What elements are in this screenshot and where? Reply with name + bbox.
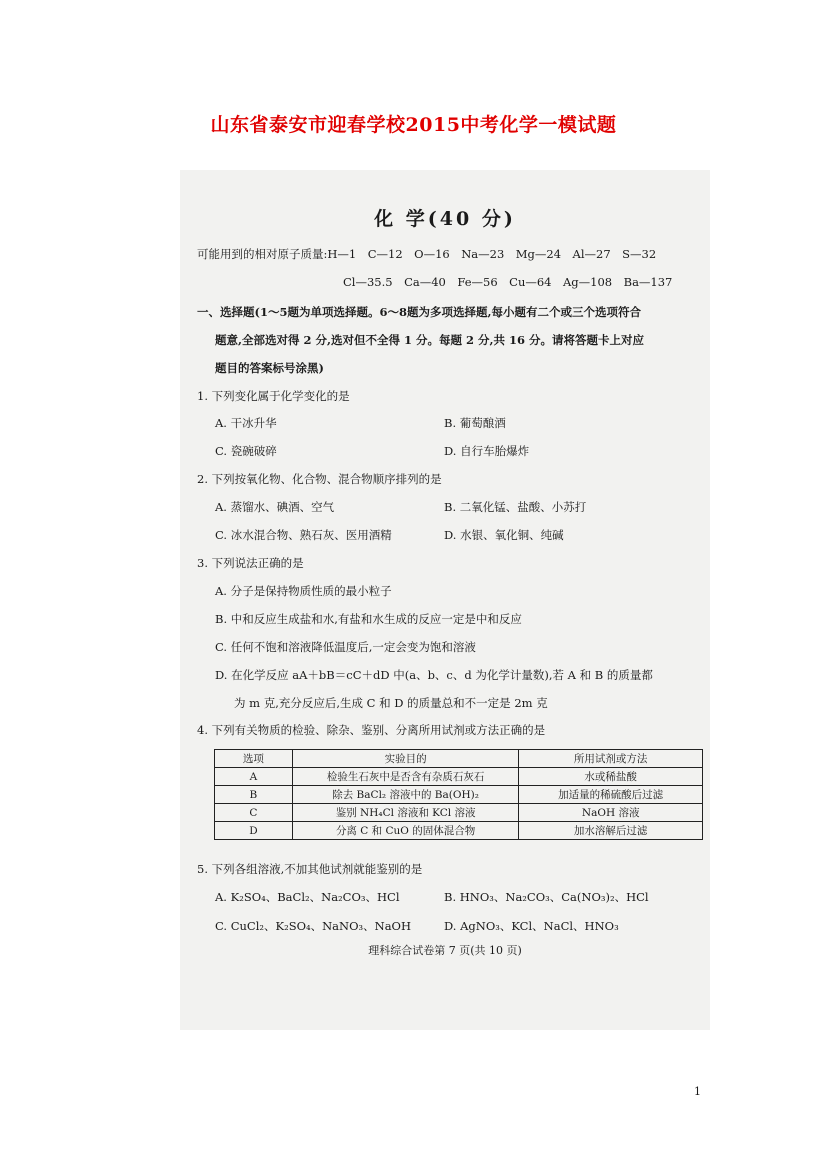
q1-option-b: B. 葡萄酿酒 bbox=[444, 416, 506, 430]
section-title-line-3: 题目的答案标号涂黑) bbox=[215, 361, 324, 375]
q5-option-b: B. HNO₃、Na₂CO₃、Ca(NO₃)₂、HCl bbox=[444, 890, 649, 904]
table-cell: C bbox=[215, 804, 293, 822]
table-row bbox=[215, 804, 703, 822]
q4-table bbox=[214, 749, 703, 840]
q2-option-a: A. 蒸馏水、碘酒、空气 bbox=[215, 500, 335, 514]
table-cell: A bbox=[215, 768, 293, 786]
table-header-cell: 实验目的 bbox=[292, 750, 519, 768]
q5-option-a: A. K₂SO₄、BaCl₂、Na₂CO₃、HCl bbox=[215, 890, 400, 904]
q1-option-c: C. 瓷碗破碎 bbox=[215, 444, 277, 458]
q3-option-b: B. 中和反应生成盐和水,有盐和水生成的反应一定是中和反应 bbox=[215, 612, 522, 626]
q2-option-b: B. 二氧化锰、盐酸、小苏打 bbox=[444, 500, 587, 514]
table-cell: 除去 BaCl₂ 溶液中的 Ba(OH)₂ bbox=[292, 786, 519, 804]
q3-option-c: C. 任何不饱和溶液降低温度后,一定会变为饱和溶液 bbox=[215, 640, 476, 654]
q2-option-c: C. 冰水混合物、熟石灰、医用酒精 bbox=[215, 528, 392, 542]
table-row bbox=[215, 768, 703, 786]
q4-stem: 4. 下列有关物质的检验、除杂、鉴别、分离所用试剂或方法正确的是 bbox=[197, 723, 546, 737]
q1-option-a: A. 干冰升华 bbox=[215, 416, 277, 430]
table-cell: 分离 C 和 CuO 的固体混合物 bbox=[292, 822, 519, 840]
q3-option-a: A. 分子是保持物质性质的最小粒子 bbox=[215, 584, 392, 598]
table-cell: 加适量的稀硫酸后过滤 bbox=[519, 786, 703, 804]
atomic-mass-line-2: Cl—35.5 Ca—40 Fe—56 Cu—64 Ag—108 Ba—137 bbox=[343, 275, 673, 289]
table-cell: 检验生石灰中是否含有杂质石灰石 bbox=[292, 768, 519, 786]
page-number: 1 bbox=[694, 1085, 701, 1098]
table-header-cell: 选项 bbox=[215, 750, 293, 768]
table-header-row bbox=[215, 750, 703, 768]
q3-option-d-line-2: 为 m 克,充分反应后,生成 C 和 D 的质量总和不一定是 2m 克 bbox=[234, 696, 548, 710]
table-cell: 鉴别 NH₄Cl 溶液和 KCl 溶液 bbox=[292, 804, 519, 822]
table-row bbox=[215, 822, 703, 840]
q2-option-d: D. 水银、氧化铜、纯碱 bbox=[444, 528, 564, 542]
q1-stem: 1. 下列变化属于化学变化的是 bbox=[197, 389, 350, 403]
table-cell: 加水溶解后过滤 bbox=[519, 822, 703, 840]
q2-stem: 2. 下列按氧化物、化合物、混合物顺序排列的是 bbox=[197, 472, 442, 486]
q5-option-c: C. CuCl₂、K₂SO₄、NaNO₃、NaOH bbox=[215, 919, 412, 933]
q3-option-d-line-1: D. 在化学反应 aA＋bB＝cC＋dD 中(a、b、c、d 为化学计量数),若 A 和 B 的质量都 bbox=[215, 668, 653, 682]
q3-stem: 3. 下列说法正确的是 bbox=[197, 556, 304, 570]
table-header-cell: 所用试剂或方法 bbox=[519, 750, 703, 768]
section-title-line-2: 题意,全部选对得 2 分,选对但不全得 1 分。每题 2 分,共 16 分。请将答题卡上对应 bbox=[215, 333, 645, 347]
table-cell: NaOH 溶液 bbox=[519, 804, 703, 822]
q5-stem: 5. 下列各组溶液,不加其他试剂就能鉴别的是 bbox=[197, 862, 423, 876]
exam-title: 化 学(40 分) bbox=[374, 208, 516, 230]
section-title-line-1: 一、选择题(1～5题为单项选择题。6～8题为多项选择题,每小题有二个或三个选项符合 bbox=[197, 305, 641, 319]
q5-option-d: D. AgNO₃、KCl、NaCl、HNO₃ bbox=[444, 919, 619, 933]
document-title: 山东省泰安市迎春学校2015中考化学一模试题 bbox=[210, 114, 617, 136]
table-row bbox=[215, 786, 703, 804]
table-cell: 水或稀盐酸 bbox=[519, 768, 703, 786]
table-cell: D bbox=[215, 822, 293, 840]
table-cell: B bbox=[215, 786, 293, 804]
exam-page-footer: 理科综合试卷第 7 页(共 10 页) bbox=[368, 944, 522, 957]
q1-option-d: D. 自行车胎爆炸 bbox=[444, 444, 530, 458]
atomic-mass-line-1: 可能用到的相对原子质量:H—1 C—12 O—16 Na—23 Mg—24 Al—27 S—32 bbox=[197, 247, 657, 261]
